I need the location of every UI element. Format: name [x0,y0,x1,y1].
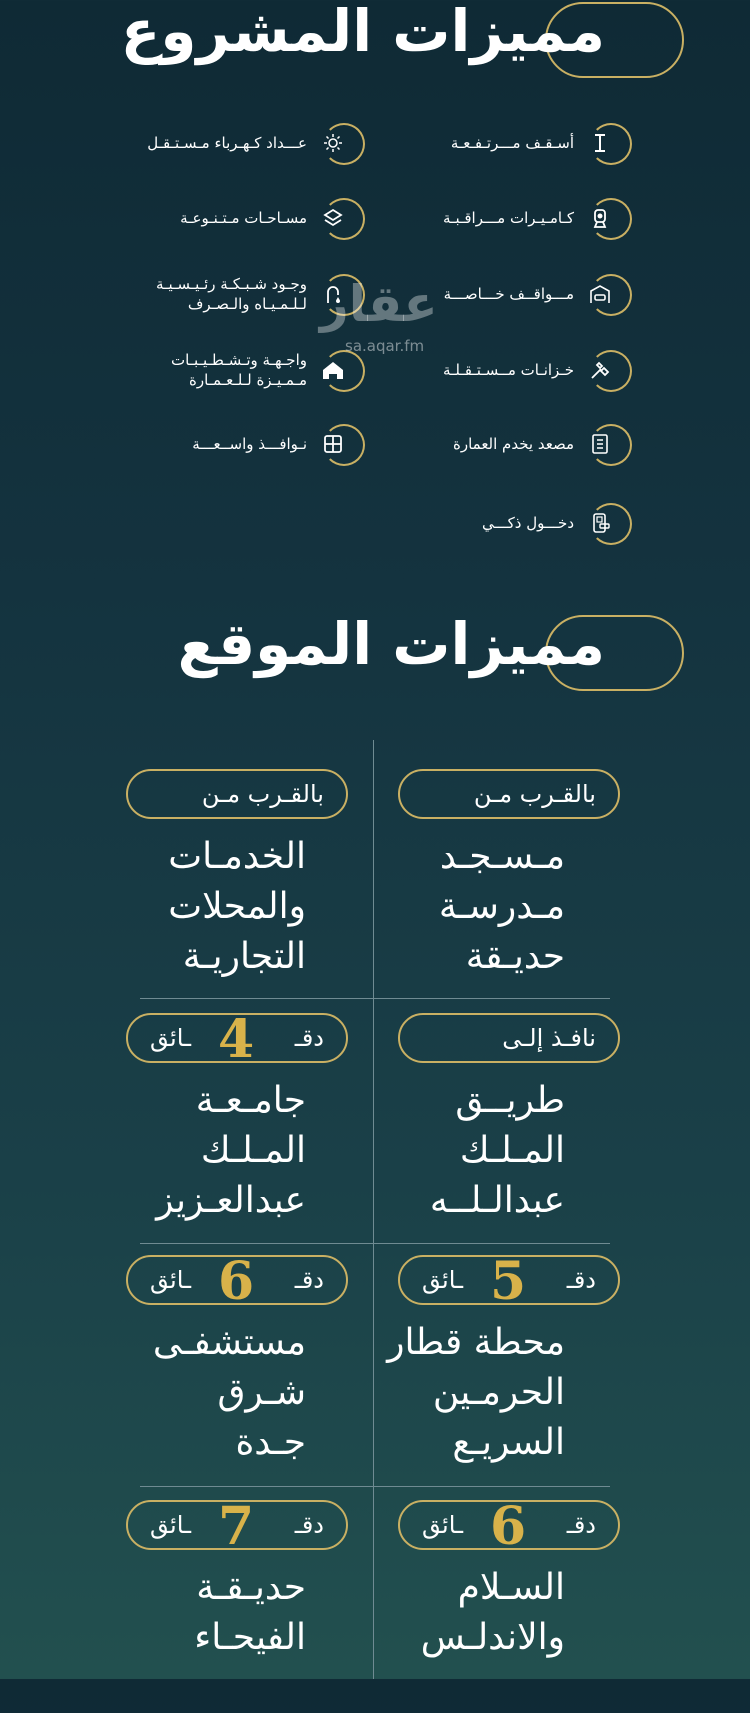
ceiling-height-icon [588,131,612,155]
location-place-list [265,1563,565,1713]
project-feature-item [95,424,365,464]
pill-label: نافـذ إلـى [502,1024,596,1052]
aqar-watermark-logo: عقار [320,275,438,333]
place-line: والمحلات [168,886,306,927]
tank-icon [588,358,612,382]
project-feature-item [362,503,632,543]
feature-label: دخـــول ذكـــي [481,514,574,532]
place-line: جامـعـة [195,1080,306,1121]
project-feature-item [362,123,632,163]
pill-label-end: ـائق [422,1511,464,1539]
feature-label: مصعد يخدم العمارة [452,435,574,453]
location-place-list [6,1563,306,1713]
pill-label: دقـ [294,1266,324,1294]
location-pill [126,769,348,819]
place-line: عبدالـلــه [429,1180,565,1221]
location-place-list [6,1318,306,1468]
place-line: مـدرسـة [438,886,565,927]
electric-meter-icon [321,131,345,155]
project-feature-item [362,350,632,390]
location-pill [126,1251,348,1312]
horizontal-divider [140,1486,610,1487]
minutes-number: 7 [218,1496,255,1557]
pill-label: بالقـرب مـن [201,780,324,808]
place-line: المـلـك [459,1130,565,1171]
place-line: جـدة [235,1422,306,1463]
feature-label: واجـهـة وتـشـطـيـبـات مـمـيـزة لـلـعـمـارة [170,351,307,389]
pill-label: بالقـرب مـن [473,780,596,808]
project-features-title: مميزات المشروع [120,0,605,65]
location-pill [398,1013,620,1063]
place-line: طريــق [455,1080,565,1121]
minutes-number: 4 [218,1009,255,1070]
place-line: الخدمـات [168,836,306,877]
project-feature-item [95,123,365,163]
facade-icon [321,358,345,382]
aqar-watermark-url: sa.aqar.fm [345,337,425,355]
pill-label-end: ـائق [150,1024,192,1052]
place-line: حديـقة [465,936,565,977]
place-line: والاندلـس [420,1617,565,1658]
feature-label: وجـود شـبـكـة رئـيـسـيـة لـلـمـيـاه والـصـرف [156,275,307,313]
pill-label: دقـ [566,1266,596,1294]
feature-label: نـوافـــذ واســعـــة [192,435,307,453]
location-pill [126,1496,348,1557]
project-feature-item [362,198,632,238]
feature-label: مسـاحـات مـتـنـوعـة [180,209,307,227]
location-place-list [6,832,306,982]
feature-label: مـــواقــف خـــاصـــة [443,285,574,303]
pill-label-end: ـائق [422,1266,464,1294]
minutes-number: 6 [218,1251,255,1312]
place-line: المـلـك [200,1130,306,1171]
place-line: الفيحـاء [194,1617,306,1658]
pill-label: دقـ [294,1511,324,1539]
place-line: الحرمـين [432,1372,565,1413]
location-pill [398,769,620,819]
project-feature-item [95,350,365,390]
parking-icon [588,282,612,306]
pill-label-end: ـائق [150,1266,192,1294]
location-features-title: مميزات الموقع [177,610,605,678]
location-place-list [6,1076,306,1226]
location-pill [126,1009,348,1070]
place-line: السـلام [457,1567,565,1608]
smart-lock-icon [588,511,612,535]
location-place-list [265,1318,565,1468]
place-line [6,1663,306,1713]
location-place-list [265,1076,565,1226]
minutes-number: 6 [490,1496,527,1557]
feature-label: خـزانـات مــسـتـقـلـة [442,361,574,379]
elevator-icon [588,432,612,456]
place-line: مستشفـى [152,1322,306,1363]
place-line [265,1663,565,1713]
feature-label: عـــداد كـهـرباء مـسـتـقـل [147,134,307,152]
project-title-block [0,0,750,75]
location-pill [398,1496,620,1557]
feature-label: كـامـيـرات مـــراقـبـة [443,209,574,227]
place-line: شـرق [217,1372,306,1413]
place-line: عبدالعـزيز [156,1180,306,1221]
feature-label: أسـقـف مـــرتـفـعـة [450,134,574,152]
window-icon [321,432,345,456]
place-line: السريـع [452,1422,565,1463]
project-feature-item [95,198,365,238]
location-place-list [265,832,565,982]
place-line: التجاريـة [182,936,306,977]
place-line: حديـقـة [196,1567,306,1608]
location-title-block [0,612,750,692]
place-line: محطة قطار [387,1322,565,1363]
pill-label: دقـ [294,1024,324,1052]
project-feature-item [362,424,632,464]
location-pill [398,1251,620,1312]
place-line: مـسـجـد [439,836,565,877]
pill-label: دقـ [566,1511,596,1539]
minutes-number: 5 [490,1251,527,1312]
horizontal-divider [140,1243,610,1244]
pill-label-end: ـائق [150,1511,192,1539]
camera-icon [588,206,612,230]
horizontal-divider [140,998,610,999]
layers-icon [321,206,345,230]
